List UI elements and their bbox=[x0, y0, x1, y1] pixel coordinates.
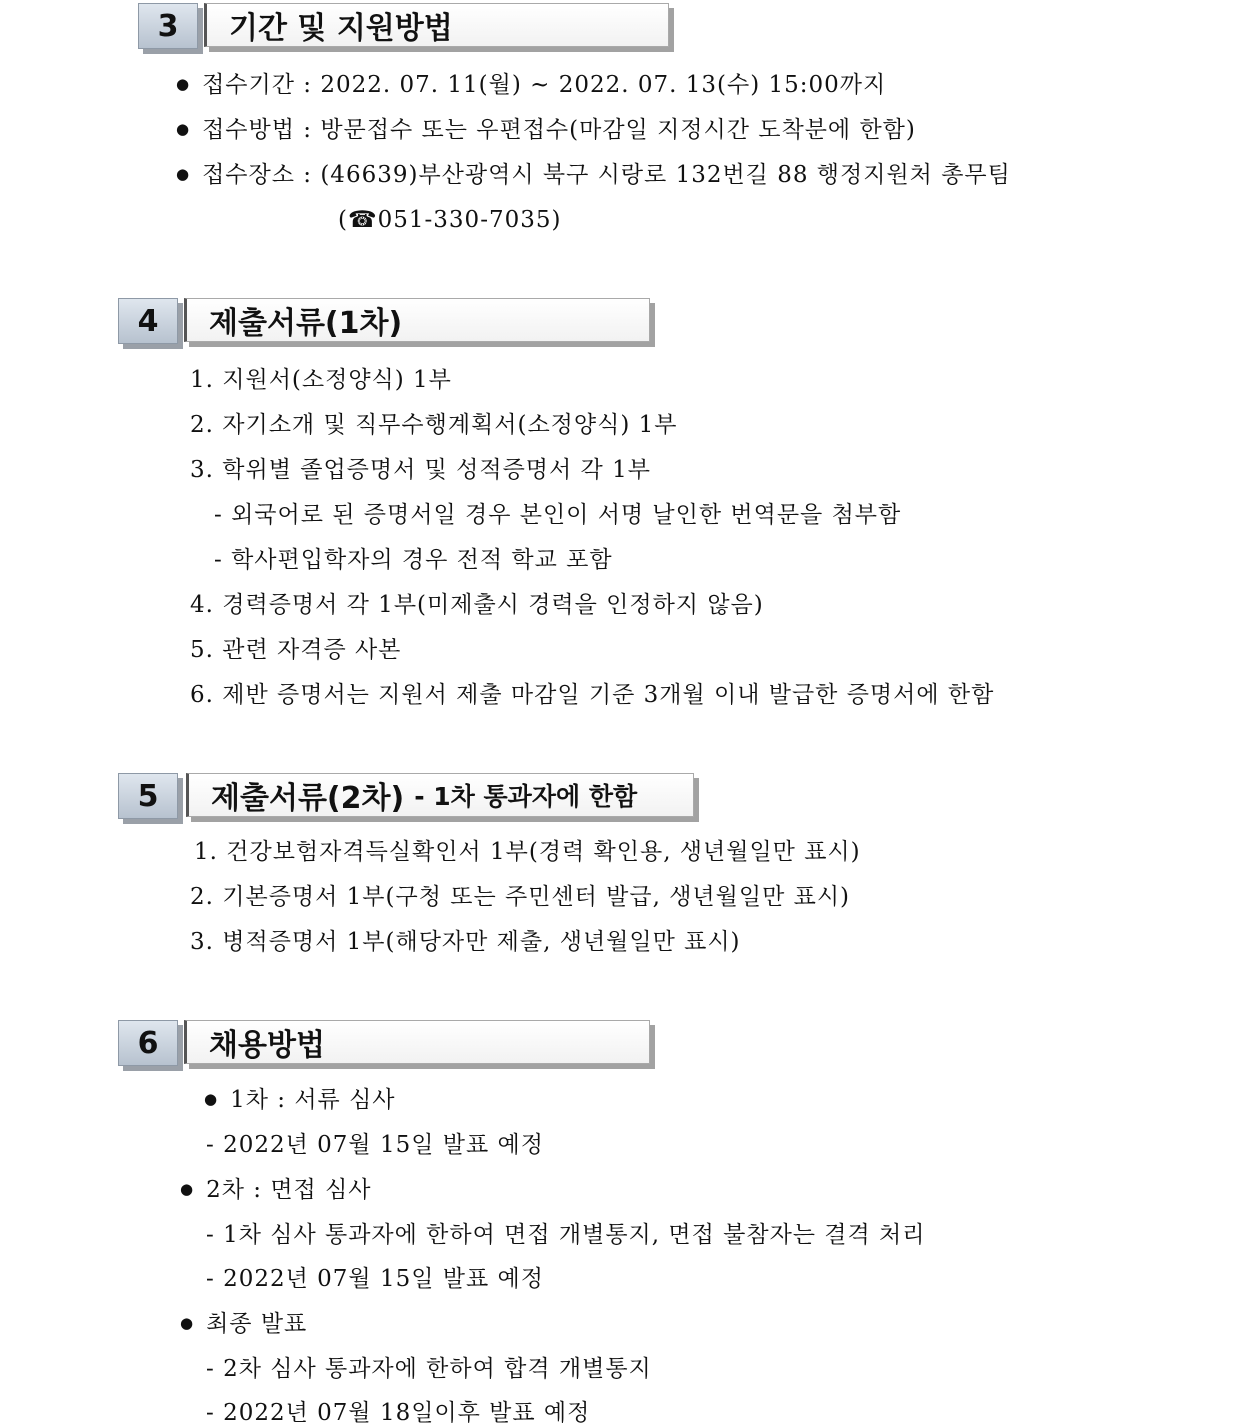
list-item: - 2022년 07월 18일이후 발표 예정 bbox=[206, 1400, 591, 1426]
section-title bbox=[186, 773, 694, 817]
list-item: 2. 기본증명서 1부(구청 또는 주민센터 발급, 생년월일만 표시) bbox=[190, 884, 851, 910]
list-item: 1. 지원서(소정양식) 1부 bbox=[190, 367, 452, 393]
section-3-header bbox=[138, 3, 678, 55]
list-item: 4. 경력증명서 각 1부(미제출시 경력을 인정하지 않음) bbox=[190, 592, 764, 618]
section-5-header bbox=[118, 773, 708, 825]
list-item: ● 1차 : 서류 심사 bbox=[204, 1085, 396, 1117]
list-item: ● 접수기간 : 2022. 07. 11(월) ~ 2022. 07. 13(수) 15:00까지 bbox=[176, 70, 886, 102]
section-title: 기간 및 지원방법 bbox=[204, 3, 669, 47]
list-item: ● 2차 : 면접 심사 bbox=[180, 1175, 372, 1207]
list-item: ● 최종 발표 bbox=[180, 1309, 307, 1341]
section-subtitle: - 1차 통과자에 한함 bbox=[414, 782, 638, 811]
list-item: - 2022년 07월 15일 발표 예정 bbox=[206, 1132, 544, 1158]
list-item: 3. 학위별 졸업증명서 및 성적증명서 각 1부 bbox=[190, 457, 651, 483]
list-item: 6. 제반 증명서는 지원서 제출 마감일 기준 3개월 이내 발급한 증명서에 한함 bbox=[190, 682, 995, 708]
section-title: 채용방법 bbox=[184, 1020, 650, 1064]
section-number: 5 bbox=[118, 773, 178, 819]
list-item-phone: (☎051-330-7035) bbox=[338, 207, 562, 233]
section-title-text: 제출서류(2차) bbox=[211, 781, 405, 816]
list-item: - 2차 심사 통과자에 한하여 합격 개별통지 bbox=[206, 1356, 652, 1382]
section-number: 4 bbox=[118, 298, 178, 344]
section-number: 6 bbox=[118, 1020, 178, 1066]
list-item: ● 접수장소 : (46639)부산광역시 북구 시랑로 132번길 88 행정지원처 총무팀 bbox=[176, 160, 1011, 192]
list-item: ● 접수방법 : 방문접수 또는 우편접수(마감일 지정시간 도착분에 한함) bbox=[176, 115, 916, 147]
list-item: - 외국어로 된 증명서일 경우 본인이 서명 날인한 번역문을 첨부함 bbox=[214, 502, 902, 528]
section-6-header bbox=[118, 1020, 658, 1072]
section-4-header bbox=[118, 298, 658, 350]
list-item: 5. 관련 자격증 사본 bbox=[190, 637, 402, 663]
list-item: - 학사편입학자의 경우 전적 학교 포함 bbox=[214, 547, 613, 573]
list-item: 1. 건강보험자격득실확인서 1부(경력 확인용, 생년월일만 표시) bbox=[194, 839, 861, 865]
section-title: 제출서류(1차) bbox=[184, 298, 650, 342]
list-item: 2. 자기소개 및 직무수행계획서(소정양식) 1부 bbox=[190, 412, 678, 438]
list-item: - 2022년 07월 15일 발표 예정 bbox=[206, 1266, 544, 1292]
section-number: 3 bbox=[138, 3, 198, 49]
list-item: 3. 병적증명서 1부(해당자만 제출, 생년월일만 표시) bbox=[190, 929, 741, 955]
list-item: - 1차 심사 통과자에 한하여 면접 개별통지, 면접 불참자는 결격 처리 bbox=[206, 1222, 926, 1248]
